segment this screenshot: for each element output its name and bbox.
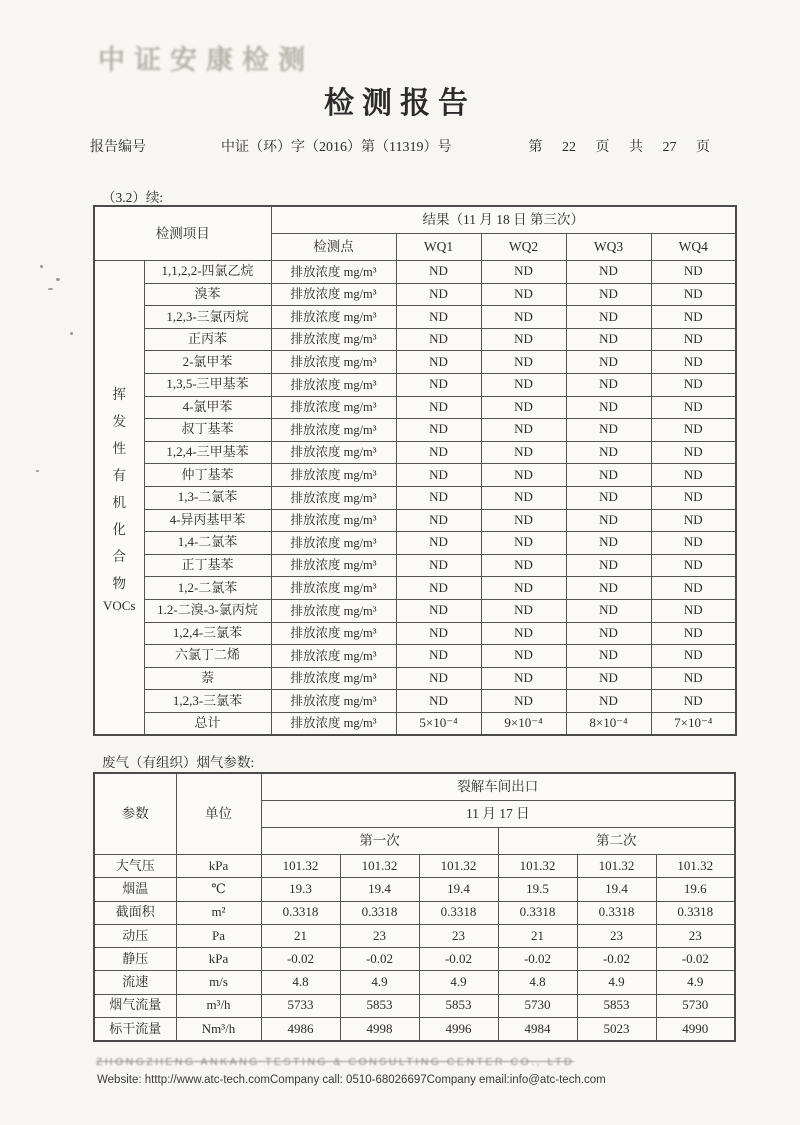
voc-row [94,690,736,713]
run1-header-cell: 第一次 [261,828,498,855]
value-cell: ND [566,373,651,396]
chemical-name-cell: 正丙苯 [144,328,271,351]
faded-company-line: ZHONGZHENG ANKANG TESTING & CONSULTING CENTER CO., LTD [96,1056,575,1068]
voc-row [94,712,736,735]
wq1-header-cell: WQ1 [396,234,481,261]
page-number-info: 第 22 页 共 27 页 [528,140,710,155]
chemical-name-cell: 仲丁基苯 [144,464,271,487]
value-cell: ND [566,396,651,419]
measure-cell: 排放浓度 mg/m³ [271,441,396,464]
flue-row [94,1018,735,1042]
value-cell: ND [566,486,651,509]
value-cell: ND [651,645,736,668]
value-cell: ND [481,328,566,351]
measure-cell: 排放浓度 mg/m³ [271,261,396,284]
voc-row [94,486,736,509]
value-cell: 0.3318 [340,901,419,924]
value-cell: 23 [419,924,498,947]
param-name-cell: 动压 [94,924,176,947]
value-cell: 19.3 [261,878,340,901]
scan-artifact [56,278,60,281]
flue-row [94,971,735,994]
measure-cell: 排放浓度 mg/m³ [271,396,396,419]
value-cell: ND [396,599,481,622]
location-header-cell: 裂解车间出口 [261,773,735,801]
value-cell: ND [396,645,481,668]
value-cell: 7×10⁻⁴ [651,712,736,735]
value-cell: ND [651,599,736,622]
point-header-cell: 检测点 [271,234,396,261]
footer-contact-line: Website: htttp://www.atc-tech.comCompany call: 0510-68026697Company email:info@atc-tech.com [97,1074,606,1086]
value-cell: ND [481,464,566,487]
value-cell: 5×10⁻⁴ [396,712,481,735]
voc-row [94,396,736,419]
measure-cell: 排放浓度 mg/m³ [271,306,396,329]
wq2-header-cell: WQ2 [481,234,566,261]
flue-row [94,878,735,901]
value-cell: ND [651,261,736,284]
measure-cell: 排放浓度 mg/m³ [271,645,396,668]
unit-cell: kPa [176,855,261,878]
measure-cell: 排放浓度 mg/m³ [271,486,396,509]
value-cell: ND [396,396,481,419]
value-cell: ND [396,486,481,509]
value-cell: ND [396,261,481,284]
voc-row [94,599,736,622]
param-name-cell: 大气压 [94,855,176,878]
param-name-cell: 烟温 [94,878,176,901]
value-cell: 23 [340,924,419,947]
value-cell: 4.8 [498,971,577,994]
value-cell: ND [651,351,736,374]
value-cell: ND [396,554,481,577]
value-cell: 101.32 [340,855,419,878]
measure-cell: 排放浓度 mg/m³ [271,667,396,690]
value-cell: ND [481,599,566,622]
value-cell: ND [651,532,736,555]
scan-artifact [36,470,39,472]
voc-row [94,577,736,600]
value-cell: 101.32 [577,855,656,878]
voc-row [94,306,736,329]
voc-group-cjk-label: 挥发性有机化合物 [112,387,126,592]
unit-cell: m² [176,901,261,924]
value-cell: ND [396,419,481,442]
voc-row [94,554,736,577]
flue-row [94,855,735,878]
company-stamp: 中证安康检测 [98,45,314,75]
voc-results-table [93,205,737,736]
chemical-name-cell: 正丁基苯 [144,554,271,577]
value-cell: ND [481,509,566,532]
value-cell: ND [651,306,736,329]
measure-cell: 排放浓度 mg/m³ [271,464,396,487]
value-cell: ND [566,645,651,668]
chemical-name-cell: 1,3,5-三甲基苯 [144,373,271,396]
value-cell: ND [566,577,651,600]
unit-cell: m³/h [176,994,261,1017]
flue-row [94,901,735,924]
flue-row [94,924,735,947]
unit-cell: m/s [176,971,261,994]
measure-cell: 排放浓度 mg/m³ [271,328,396,351]
value-cell: ND [566,690,651,713]
value-cell: ND [651,486,736,509]
value-cell: ND [481,577,566,600]
voc-row [94,373,736,396]
value-cell: ND [651,554,736,577]
item-header-cell: 检测项目 [94,206,271,261]
value-cell: ND [481,419,566,442]
value-cell: 0.3318 [261,901,340,924]
chemical-name-cell: 叔丁基苯 [144,419,271,442]
value-cell: ND [396,351,481,374]
value-cell: ND [651,622,736,645]
value-cell: ND [566,328,651,351]
value-cell: ND [481,667,566,690]
value-cell: 5023 [577,1018,656,1042]
param-name-cell: 标干流量 [94,1018,176,1042]
value-cell: ND [566,441,651,464]
value-cell: 4998 [340,1018,419,1042]
value-cell: ND [566,261,651,284]
value-cell: 101.32 [498,855,577,878]
value-cell: 4.8 [261,971,340,994]
value-cell: ND [396,532,481,555]
value-cell: ND [396,509,481,532]
value-cell: 21 [498,924,577,947]
value-cell: ND [651,283,736,306]
value-cell: 101.32 [261,855,340,878]
value-cell: ND [651,667,736,690]
measure-cell: 排放浓度 mg/m³ [271,599,396,622]
value-cell: ND [396,690,481,713]
value-cell: 21 [261,924,340,947]
value-cell: ND [651,509,736,532]
value-cell: 4986 [261,1018,340,1042]
value-cell: ND [566,419,651,442]
chemical-name-cell: 4-氯甲苯 [144,396,271,419]
value-cell: ND [651,373,736,396]
value-cell: 5730 [498,994,577,1017]
report-no-value: 中证（环）字（2016）第（11319）号 [221,140,452,155]
voc-row [94,283,736,306]
value-cell: 23 [577,924,656,947]
value-cell: ND [566,509,651,532]
voc-group-latin-label: VOCs [102,598,136,614]
value-cell: 19.4 [419,878,498,901]
wq3-header-cell: WQ3 [566,234,651,261]
value-cell: ND [396,373,481,396]
value-cell: 4.9 [419,971,498,994]
param-header-cell: 参数 [94,773,176,855]
param-name-cell: 截面积 [94,901,176,924]
value-cell: ND [396,667,481,690]
value-cell: ND [396,306,481,329]
chemical-name-cell: 2-氯甲苯 [144,351,271,374]
value-cell: ND [481,645,566,668]
chemical-name-cell: 1,1,2,2-四氯乙烷 [144,261,271,284]
report-number-line [90,136,710,156]
value-cell: ND [566,464,651,487]
chemical-name-cell: 1,2-二氯苯 [144,577,271,600]
value-cell: 0.3318 [498,901,577,924]
unit-cell: Nm³/h [176,1018,261,1042]
scan-artifact [48,288,53,290]
chemical-name-cell: 1,4-二氯苯 [144,532,271,555]
unit-header-cell: 单位 [176,773,261,855]
value-cell: ND [651,396,736,419]
value-cell: 5853 [419,994,498,1017]
voc-row [94,441,736,464]
section2-heading: 废气（有组织）烟气参数: [102,755,255,770]
wq4-header-cell: WQ4 [651,234,736,261]
value-cell: 101.32 [656,855,735,878]
value-cell: ND [651,419,736,442]
value-cell: ND [566,667,651,690]
value-cell: -0.02 [419,948,498,971]
chemical-name-cell: 1,3-二氯苯 [144,486,271,509]
value-cell: ND [566,622,651,645]
chemical-name-cell: 1,2,4-三氯苯 [144,622,271,645]
chemical-name-cell: 1.2-二溴-3-氯丙烷 [144,599,271,622]
measure-cell: 排放浓度 mg/m³ [271,419,396,442]
value-cell: 4990 [656,1018,735,1042]
value-cell: ND [651,577,736,600]
value-cell: -0.02 [656,948,735,971]
value-cell: ND [481,351,566,374]
value-cell: 0.3318 [577,901,656,924]
value-cell: ND [651,328,736,351]
value-cell: 4984 [498,1018,577,1042]
unit-cell: ℃ [176,878,261,901]
voc-row [94,667,736,690]
value-cell: 4.9 [340,971,419,994]
measure-cell: 排放浓度 mg/m³ [271,577,396,600]
voc-group-label-cell [94,261,144,736]
table-header-row [94,206,736,234]
value-cell: ND [481,283,566,306]
value-cell: ND [481,306,566,329]
measure-cell: 排放浓度 mg/m³ [271,554,396,577]
voc-row [94,419,736,442]
run2-header-cell: 第二次 [498,828,735,855]
value-cell: 5853 [340,994,419,1017]
value-cell: ND [481,532,566,555]
value-cell: ND [481,373,566,396]
value-cell: ND [481,554,566,577]
value-cell: ND [566,532,651,555]
value-cell: 23 [656,924,735,947]
value-cell: 5853 [577,994,656,1017]
value-cell: 4.9 [577,971,656,994]
measure-cell: 排放浓度 mg/m³ [271,351,396,374]
page-title: 检测报告 [324,87,476,120]
value-cell: -0.02 [261,948,340,971]
value-cell: ND [396,622,481,645]
voc-row [94,509,736,532]
value-cell: 101.32 [419,855,498,878]
value-cell: ND [651,441,736,464]
voc-row [94,351,736,374]
chemical-name-cell: 六氯丁二烯 [144,645,271,668]
voc-row [94,645,736,668]
measure-cell: 排放浓度 mg/m³ [271,622,396,645]
date-header-cell: 11 月 17 日 [261,801,735,828]
value-cell: 9×10⁻⁴ [481,712,566,735]
value-cell: 5733 [261,994,340,1017]
chemical-name-cell: 萘 [144,667,271,690]
scan-artifact [70,332,73,335]
value-cell: 19.6 [656,878,735,901]
param-name-cell: 流速 [94,971,176,994]
measure-cell: 排放浓度 mg/m³ [271,509,396,532]
chemical-name-cell: 4-异丙基甲苯 [144,509,271,532]
measure-cell: 排放浓度 mg/m³ [271,532,396,555]
chemical-name-cell: 1,2,4-三甲基苯 [144,441,271,464]
value-cell: ND [566,306,651,329]
value-cell: ND [481,441,566,464]
value-cell: 4.9 [656,971,735,994]
value-cell: ND [481,396,566,419]
value-cell: ND [481,622,566,645]
value-cell: 4996 [419,1018,498,1042]
value-cell: 5730 [656,994,735,1017]
value-cell: ND [566,599,651,622]
value-cell: ND [396,441,481,464]
flue-row [94,994,735,1017]
value-cell: -0.02 [498,948,577,971]
unit-cell: Pa [176,924,261,947]
result-header-cell: 结果（11 月 18 日 第三次） [271,206,736,234]
value-cell: ND [651,464,736,487]
value-cell: 8×10⁻⁴ [566,712,651,735]
voc-row [94,261,736,284]
chemical-name-cell: 溴苯 [144,283,271,306]
chemical-name-cell: 1,2,3-三氯丙烷 [144,306,271,329]
unit-cell: kPa [176,948,261,971]
value-cell: ND [396,283,481,306]
value-cell: ND [396,328,481,351]
value-cell: ND [651,690,736,713]
measure-cell: 排放浓度 mg/m³ [271,283,396,306]
flue-gas-table [93,772,736,1042]
chemical-name-cell: 1,2,3-三氯苯 [144,690,271,713]
measure-cell: 排放浓度 mg/m³ [271,712,396,735]
param-name-cell: 烟气流量 [94,994,176,1017]
value-cell: 19.5 [498,878,577,901]
value-cell: ND [481,486,566,509]
voc-row [94,464,736,487]
param-name-cell: 静压 [94,948,176,971]
value-cell: 0.3318 [419,901,498,924]
report-no-label: 报告编号 [90,140,146,155]
value-cell: 19.4 [340,878,419,901]
section1-heading: （3.2）续: [102,190,164,205]
flue-row [94,948,735,971]
voc-row [94,622,736,645]
value-cell: 19.4 [577,878,656,901]
value-cell: ND [566,351,651,374]
value-cell: -0.02 [340,948,419,971]
value-cell: ND [481,690,566,713]
chemical-name-cell: 总计 [144,712,271,735]
value-cell: ND [396,464,481,487]
value-cell: ND [396,577,481,600]
value-cell: 0.3318 [656,901,735,924]
value-cell: -0.02 [577,948,656,971]
scan-artifact [40,265,43,268]
value-cell: ND [481,261,566,284]
measure-cell: 排放浓度 mg/m³ [271,373,396,396]
value-cell: ND [566,554,651,577]
value-cell: ND [566,283,651,306]
voc-row [94,328,736,351]
measure-cell: 排放浓度 mg/m³ [271,690,396,713]
voc-row [94,532,736,555]
flue-header-row1 [94,773,735,801]
